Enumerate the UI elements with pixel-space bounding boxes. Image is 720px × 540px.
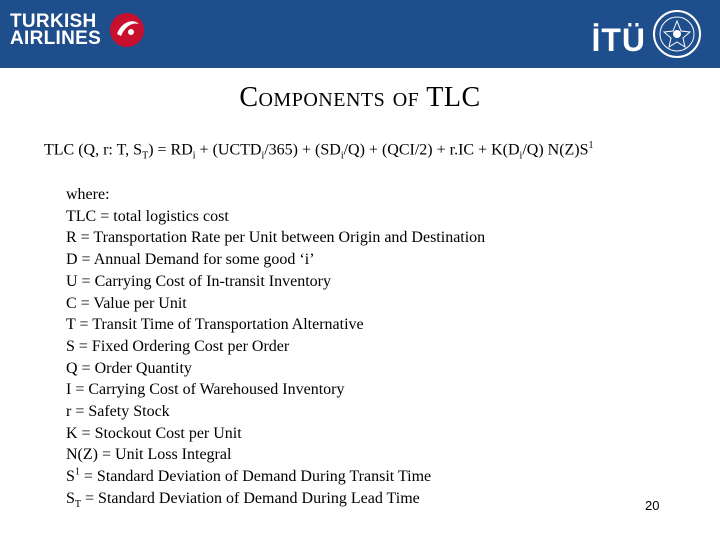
definition-item: C = Value per Unit: [66, 294, 187, 312]
slide-title: Components of TLC: [239, 82, 481, 113]
turkish-airlines-logo: [10, 12, 145, 48]
definition-item-s1: $S^1$ = Standard Deviation of Demand During Transit Time: [66, 466, 432, 486]
brand-line-2: AIRLINES: [10, 28, 102, 49]
slide-header: [0, 0, 720, 68]
tlc-formula: TLC (Q, r: T, $S_T) = RD_i$ + $(UCTD_i/365) + (SD_i/Q) + (QCI/2) + r.IC + K(D_i/Q)$ $N(Z)S^1$: [44, 140, 594, 162]
definition-item: R = Transportation Rate per Unit between Origin and Destination: [66, 229, 486, 247]
itu-logo-text: İTÜ: [591, 22, 646, 58]
definition-item: T = Transit Time of Transportation Alternative: [66, 316, 364, 334]
definition-item: D = Annual Demand for some good ‘i’: [66, 251, 315, 269]
brand-line-1: TURKISH: [10, 11, 97, 32]
page-number: 20: [645, 498, 660, 513]
brand-text: [10, 13, 101, 47]
turkish-airlines-crest-icon: [109, 12, 145, 48]
definition-item: U = Carrying Cost of In-transit Inventory: [66, 272, 331, 290]
definition-item: S = Fixed Ordering Cost per Order: [66, 337, 290, 355]
definition-item-st: $S_T$ = Standard Deviation of Demand During Lead Time: [66, 489, 420, 511]
definition-item: K = Stockout Cost per Unit: [66, 424, 242, 442]
definition-item: Q = Order Quantity: [66, 359, 192, 377]
itu-logo: [591, 8, 702, 59]
definition-item: TLC = total logistics cost: [66, 207, 229, 225]
definition-item: where:: [66, 186, 110, 203]
definition-item: N(Z) = Unit Loss Integral: [66, 446, 232, 464]
definition-item: I = Carrying Cost of Warehoused Inventory: [66, 381, 345, 399]
itu-seal-icon: [652, 9, 702, 59]
definition-item: r = Safety Stock: [66, 403, 170, 421]
definitions-list: [66, 184, 485, 510]
